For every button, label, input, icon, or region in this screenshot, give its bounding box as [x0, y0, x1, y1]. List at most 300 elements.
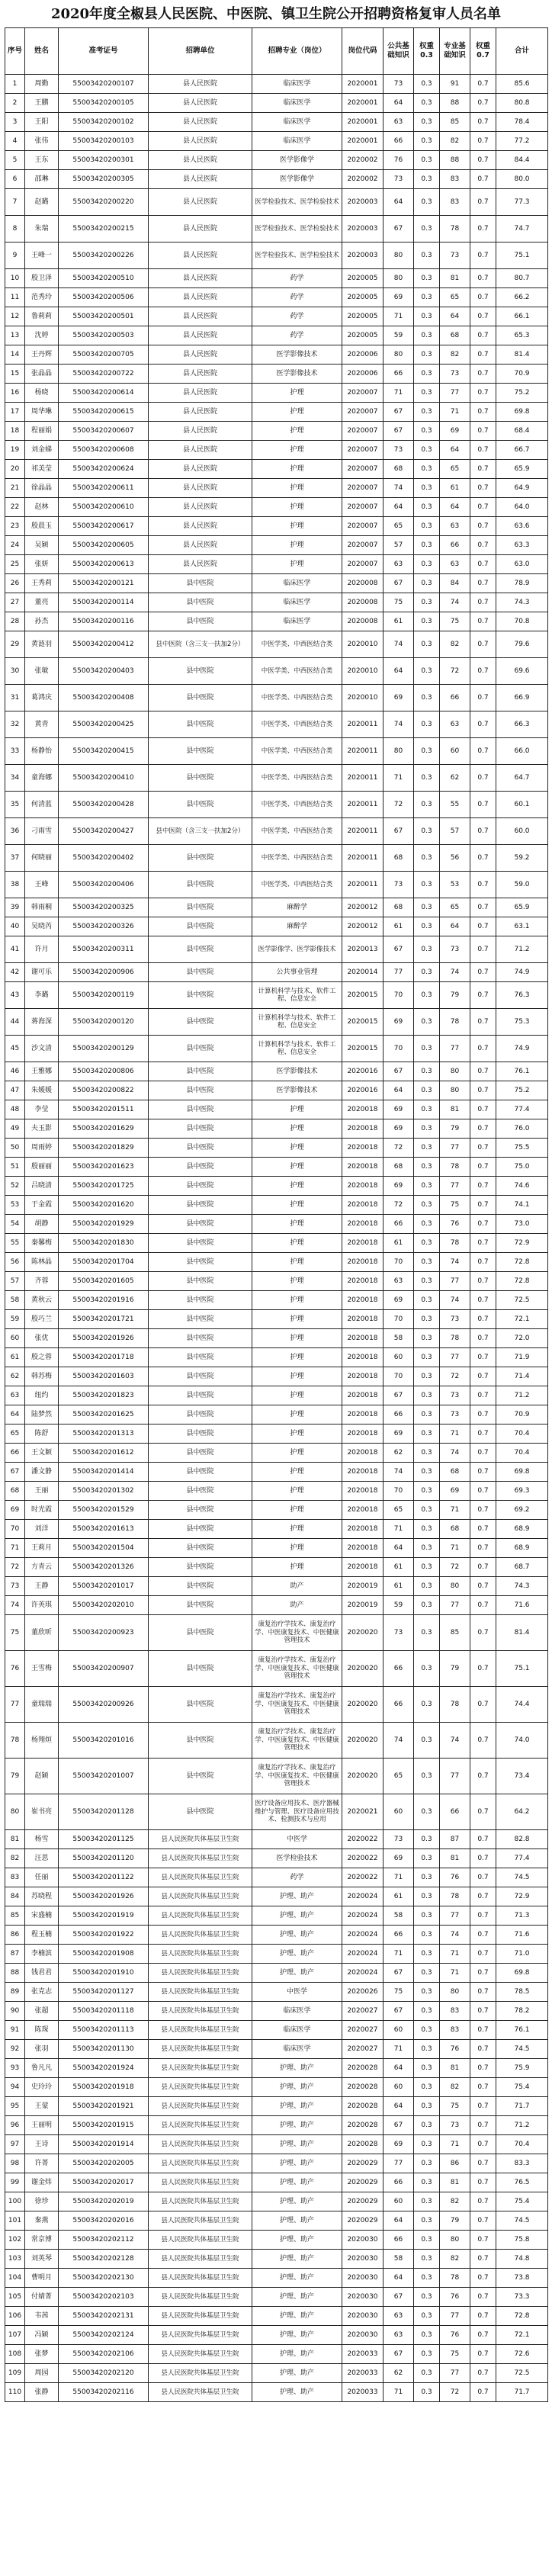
- cell-weight-b: 0.7: [470, 2288, 496, 2307]
- cell-weight-a: 0.3: [414, 936, 440, 963]
- cell-total: 77.2: [496, 132, 548, 151]
- cell-total: 84.4: [496, 151, 548, 170]
- cell-weight-a: 0.3: [414, 2059, 440, 2078]
- cell-weight-b: 0.7: [470, 1062, 496, 1081]
- cell-name: 黄青: [25, 711, 59, 738]
- cell-index: 7: [5, 189, 25, 216]
- table-row: [5, 1139, 548, 1158]
- header-col-exam-id: 准考证号: [59, 28, 149, 75]
- table-row: [5, 1062, 548, 1081]
- cell-total: 68.9: [496, 1539, 548, 1558]
- cell-unit: 县人民医院共体基层卫生院: [149, 2269, 252, 2288]
- page-title: 2020年度全椒县人民医院、中医院、镇卫生院公开招聘资格复审人员名单: [50, 6, 502, 22]
- cell-exam-id: 55003420202124: [59, 2326, 149, 2345]
- cell-exam-id: 55003420201603: [59, 1367, 149, 1386]
- table-row: [5, 1615, 548, 1651]
- cell-unit: 县中医院: [149, 1405, 252, 1425]
- cell-public-score: 69: [384, 2135, 414, 2154]
- header-col-weight-a: 权重0.3: [414, 28, 440, 75]
- cell-major-score: 64: [440, 917, 470, 936]
- cell-weight-b: 0.7: [470, 1234, 496, 1253]
- table-row: [5, 917, 548, 936]
- cell-public-score: 66: [384, 1926, 414, 1945]
- cell-total: 68.7: [496, 1558, 548, 1577]
- cell-exam-id: 55003420202120: [59, 2364, 149, 2383]
- cell-total: 71.2: [496, 1386, 548, 1405]
- cell-index: 78: [5, 1723, 25, 1759]
- cell-index: 44: [5, 1009, 25, 1036]
- cell-unit: 县人民医院共体基层卫生院: [149, 2250, 252, 2269]
- cell-name: 李楠滨: [25, 1945, 59, 1964]
- cell-weight-b: 0.7: [470, 1348, 496, 1367]
- cell-index: 20: [5, 460, 25, 479]
- cell-weight-b: 0.7: [470, 1291, 496, 1310]
- cell-position: 护理: [252, 536, 342, 555]
- cell-position: 护理: [252, 1177, 342, 1196]
- cell-weight-b: 0.7: [470, 612, 496, 631]
- cell-code: 2020027: [342, 2021, 384, 2040]
- cell-exam-id: 55003420200624: [59, 460, 149, 479]
- cell-major-score: 73: [440, 365, 470, 384]
- cell-total: 75.2: [496, 1081, 548, 1100]
- table-row: [5, 658, 548, 685]
- cell-index: 72: [5, 1558, 25, 1577]
- cell-weight-a: 0.3: [414, 2231, 440, 2250]
- cell-total: 69.8: [496, 1964, 548, 1983]
- cell-weight-b: 0.7: [470, 189, 496, 216]
- cell-total: 72.8: [496, 1253, 548, 1272]
- cell-index: 87: [5, 1945, 25, 1964]
- cell-unit: 县人民医院共体基层卫生院: [149, 1830, 252, 1849]
- cell-exam-id: 55003420202019: [59, 2192, 149, 2211]
- cell-name: 时光霞: [25, 1501, 59, 1520]
- cell-name: 鲁凡凡: [25, 2059, 59, 2078]
- table-row: [5, 1444, 548, 1463]
- cell-weight-b: 0.7: [470, 963, 496, 982]
- cell-unit: 县人民医院: [149, 132, 252, 151]
- cell-position: 中医学类、中西医结合类: [252, 792, 342, 818]
- cell-weight-b: 0.7: [470, 1463, 496, 1482]
- cell-public-score: 67: [384, 2002, 414, 2021]
- cell-public-score: 69: [384, 685, 414, 711]
- table-header-row: [5, 28, 548, 75]
- cell-name: 方青云: [25, 1558, 59, 1577]
- cell-public-score: 66: [384, 2173, 414, 2192]
- cell-code: 2020018: [342, 1558, 384, 1577]
- cell-unit: 县中医院: [149, 1272, 252, 1291]
- table-row: [5, 216, 548, 243]
- cell-public-score: 67: [384, 2288, 414, 2307]
- cell-total: 85.6: [496, 75, 548, 94]
- cell-total: 60.1: [496, 792, 548, 818]
- cell-public-score: 67: [384, 574, 414, 593]
- cell-major-score: 57: [440, 818, 470, 845]
- cell-weight-a: 0.3: [414, 345, 440, 365]
- cell-position: 药学: [252, 307, 342, 326]
- cell-index: 48: [5, 1100, 25, 1119]
- cell-weight-b: 0.7: [470, 1906, 496, 1926]
- cell-major-score: 71: [440, 1945, 470, 1964]
- table-row: [5, 555, 548, 574]
- cell-name: 杨翔烜: [25, 1723, 59, 1759]
- cell-code: 2020030: [342, 2231, 384, 2250]
- cell-code: 2020029: [342, 2192, 384, 2211]
- cell-major-score: 71: [440, 1964, 470, 1983]
- cell-exam-id: 55003420201830: [59, 1234, 149, 1253]
- cell-exam-id: 55003420200215: [59, 216, 149, 243]
- cell-index: 84: [5, 1887, 25, 1906]
- cell-weight-b: 0.7: [470, 2211, 496, 2231]
- cell-major-score: 80: [440, 1081, 470, 1100]
- cell-public-score: 62: [384, 1444, 414, 1463]
- cell-public-score: 60: [384, 2078, 414, 2097]
- cell-position: 护理: [252, 1158, 342, 1177]
- cell-weight-b: 0.7: [470, 460, 496, 479]
- cell-name: 秦燕: [25, 2211, 59, 2231]
- cell-exam-id: 55003420200610: [59, 498, 149, 517]
- cell-major-score: 63: [440, 517, 470, 536]
- cell-name: 王莉月: [25, 1539, 59, 1558]
- cell-major-score: 55: [440, 792, 470, 818]
- cell-public-score: 57: [384, 536, 414, 555]
- cell-code: 2020018: [342, 1329, 384, 1348]
- cell-index: 101: [5, 2211, 25, 2231]
- table-row: [5, 685, 548, 711]
- cell-code: 2020008: [342, 574, 384, 593]
- table-row: [5, 1158, 548, 1177]
- cell-code: 2020024: [342, 1906, 384, 1926]
- cell-name: 吕晓清: [25, 1177, 59, 1196]
- table-row: [5, 441, 548, 460]
- cell-total: 74.7: [496, 216, 548, 243]
- cell-weight-a: 0.3: [414, 1036, 440, 1062]
- cell-weight-b: 0.7: [470, 2192, 496, 2211]
- cell-public-score: 64: [384, 2097, 414, 2116]
- cell-name: 李璐: [25, 982, 59, 1009]
- cell-position: 护理: [252, 1234, 342, 1253]
- cell-weight-a: 0.3: [414, 982, 440, 1009]
- cell-major-score: 72: [440, 2383, 470, 2402]
- cell-index: 74: [5, 1596, 25, 1615]
- cell-weight-a: 0.3: [414, 738, 440, 765]
- header-col-public-score: 公共基础知识: [384, 28, 414, 75]
- table-row: [5, 1310, 548, 1329]
- table-row: [5, 1558, 548, 1577]
- cell-public-score: 71: [384, 765, 414, 792]
- cell-major-score: 74: [440, 1926, 470, 1945]
- cell-public-score: 75: [384, 1983, 414, 2002]
- table-row: [5, 593, 548, 612]
- cell-public-score: 71: [384, 384, 414, 403]
- cell-weight-b: 0.7: [470, 2307, 496, 2326]
- cell-public-score: 72: [384, 1196, 414, 1215]
- cell-name: 赵璐: [25, 189, 59, 216]
- cell-public-score: 70: [384, 1036, 414, 1062]
- cell-name: 于金霞: [25, 1196, 59, 1215]
- cell-code: 2020024: [342, 1964, 384, 1983]
- cell-unit: 县中医院: [149, 1539, 252, 1558]
- cell-exam-id: 55003420200116: [59, 612, 149, 631]
- cell-major-score: 68: [440, 1520, 470, 1539]
- cell-exam-id: 55003420200103: [59, 132, 149, 151]
- cell-total: 72.8: [496, 2307, 548, 2326]
- cell-index: 75: [5, 1615, 25, 1651]
- cell-position: 护理: [252, 1501, 342, 1520]
- cell-total: 74.3: [496, 593, 548, 612]
- cell-weight-b: 0.7: [470, 1615, 496, 1651]
- cell-code: 2020011: [342, 818, 384, 845]
- cell-total: 80.7: [496, 269, 548, 288]
- cell-position: 临床医学: [252, 2002, 342, 2021]
- table-row: [5, 307, 548, 326]
- cell-major-score: 88: [440, 94, 470, 113]
- cell-major-score: 60: [440, 738, 470, 765]
- cell-total: 78.4: [496, 113, 548, 132]
- cell-major-score: 84: [440, 574, 470, 593]
- cell-weight-b: 0.7: [470, 498, 496, 517]
- cell-index: 64: [5, 1405, 25, 1425]
- cell-major-score: 73: [440, 1310, 470, 1329]
- cell-exam-id: 55003420201629: [59, 1119, 149, 1139]
- cell-major-score: 80: [440, 1577, 470, 1596]
- cell-major-score: 75: [440, 2097, 470, 2116]
- cell-index: 73: [5, 1577, 25, 1596]
- cell-weight-a: 0.3: [414, 2097, 440, 2116]
- cell-index: 80: [5, 1794, 25, 1830]
- cell-public-score: 69: [384, 1177, 414, 1196]
- cell-weight-a: 0.3: [414, 1651, 440, 1687]
- cell-total: 74.8: [496, 2250, 548, 2269]
- cell-code: 2020018: [342, 1100, 384, 1119]
- table-row: [5, 1215, 548, 1234]
- cell-position: 医学影像学: [252, 170, 342, 189]
- cell-major-score: 81: [440, 2059, 470, 2078]
- cell-weight-a: 0.3: [414, 2288, 440, 2307]
- cell-total: 65.9: [496, 460, 548, 479]
- cell-exam-id: 55003420202017: [59, 2173, 149, 2192]
- cell-weight-a: 0.3: [414, 1405, 440, 1425]
- cell-weight-a: 0.3: [414, 288, 440, 307]
- cell-weight-b: 0.7: [470, 1849, 496, 1868]
- cell-unit: 县中医院: [149, 845, 252, 872]
- cell-total: 66.0: [496, 738, 548, 765]
- cell-major-score: 72: [440, 1367, 470, 1386]
- cell-position: 临床医学: [252, 612, 342, 631]
- cell-position: 医学检验技术、医学检验技术: [252, 243, 342, 269]
- cell-index: 96: [5, 2116, 25, 2135]
- cell-position: 护理: [252, 1119, 342, 1139]
- cell-public-score: 60: [384, 1794, 414, 1830]
- cell-index: 79: [5, 1759, 25, 1794]
- table-row: [5, 1036, 548, 1062]
- table-row: [5, 1425, 548, 1444]
- cell-total: 75.1: [496, 1651, 548, 1687]
- cell-weight-b: 0.7: [470, 1425, 496, 1444]
- cell-public-score: 80: [384, 738, 414, 765]
- cell-position: 护理、助产: [252, 2288, 342, 2307]
- cell-code: 2020002: [342, 151, 384, 170]
- cell-weight-b: 0.7: [470, 792, 496, 818]
- cell-major-score: 75: [440, 612, 470, 631]
- cell-total: 76.5: [496, 2173, 548, 2192]
- cell-weight-b: 0.7: [470, 2002, 496, 2021]
- table-row: [5, 792, 548, 818]
- cell-index: 56: [5, 1253, 25, 1272]
- cell-weight-b: 0.7: [470, 243, 496, 269]
- cell-unit: 县中医院: [149, 1759, 252, 1794]
- cell-code: 2020026: [342, 1983, 384, 2002]
- cell-exam-id: 55003420200226: [59, 243, 149, 269]
- cell-code: 2020005: [342, 307, 384, 326]
- cell-public-score: 64: [384, 2269, 414, 2288]
- cell-major-score: 68: [440, 1463, 470, 1482]
- cell-name: 苏晓程: [25, 1887, 59, 1906]
- cell-position: 护理: [252, 1425, 342, 1444]
- cell-index: 103: [5, 2250, 25, 2269]
- cell-index: 82: [5, 1849, 25, 1868]
- cell-index: 62: [5, 1367, 25, 1386]
- cell-weight-a: 0.3: [414, 1687, 440, 1723]
- cell-weight-b: 0.7: [470, 2345, 496, 2364]
- cell-position: 护理: [252, 403, 342, 422]
- cell-exam-id: 55003420200926: [59, 1687, 149, 1723]
- table-row: [5, 1291, 548, 1310]
- cell-weight-b: 0.7: [470, 422, 496, 441]
- cell-weight-b: 0.7: [470, 1100, 496, 1119]
- cell-exam-id: 55003420200501: [59, 307, 149, 326]
- cell-total: 64.7: [496, 765, 548, 792]
- cell-code: 2020019: [342, 1577, 384, 1596]
- cell-major-score: 77: [440, 1348, 470, 1367]
- cell-unit: 县中医院: [149, 1444, 252, 1463]
- cell-public-score: 61: [384, 917, 414, 936]
- cell-exam-id: 55003420200325: [59, 898, 149, 917]
- cell-code: 2020018: [342, 1158, 384, 1177]
- cell-position: 临床医学: [252, 94, 342, 113]
- cell-weight-b: 0.7: [470, 1501, 496, 1520]
- cell-name: 陈林晶: [25, 1253, 59, 1272]
- cell-index: 65: [5, 1425, 25, 1444]
- cell-major-score: 78: [440, 216, 470, 243]
- cell-code: 2020016: [342, 1062, 384, 1081]
- cell-weight-a: 0.3: [414, 422, 440, 441]
- cell-position: 护理: [252, 555, 342, 574]
- cell-position: 护理: [252, 1348, 342, 1367]
- cell-name: 王蒙: [25, 2097, 59, 2116]
- cell-position: 护理、助产: [252, 2116, 342, 2135]
- table-row: [5, 1926, 548, 1945]
- cell-exam-id: 55003420201924: [59, 2059, 149, 2078]
- cell-unit: 县中医院: [149, 711, 252, 738]
- table-row: [5, 422, 548, 441]
- cell-code: 2020003: [342, 189, 384, 216]
- cell-public-score: 71: [384, 2040, 414, 2059]
- cell-total: 72.9: [496, 1887, 548, 1906]
- cell-public-score: 67: [384, 1062, 414, 1081]
- cell-weight-b: 0.7: [470, 326, 496, 345]
- cell-code: 2020018: [342, 1348, 384, 1367]
- table-row: [5, 1906, 548, 1926]
- cell-code: 2020027: [342, 2040, 384, 2059]
- cell-position: 护理: [252, 1444, 342, 1463]
- cell-exam-id: 55003420201529: [59, 1501, 149, 1520]
- cell-position: 中医学: [252, 1830, 342, 1849]
- cell-weight-b: 0.7: [470, 1196, 496, 1215]
- cell-total: 71.6: [496, 1596, 548, 1615]
- cell-code: 2020007: [342, 441, 384, 460]
- cell-public-score: 61: [384, 1558, 414, 1577]
- cell-major-score: 64: [440, 441, 470, 460]
- cell-code: 2020020: [342, 1759, 384, 1794]
- cell-weight-b: 0.7: [470, 1405, 496, 1425]
- cell-total: 75.5: [496, 1139, 548, 1158]
- cell-name: 张梦: [25, 2345, 59, 2364]
- cell-code: 2020018: [342, 1119, 384, 1139]
- cell-major-score: 73: [440, 243, 470, 269]
- table-row: [5, 1983, 548, 2002]
- cell-index: 68: [5, 1482, 25, 1501]
- cell-public-score: 66: [384, 365, 414, 384]
- cell-major-score: 77: [440, 384, 470, 403]
- cell-exam-id: 55003420201613: [59, 1520, 149, 1539]
- cell-position: 护理: [252, 1215, 342, 1234]
- cell-public-score: 64: [384, 2059, 414, 2078]
- cell-unit: 县人民医院共体基层卫生院: [149, 1849, 252, 1868]
- cell-exam-id: 55003420200406: [59, 872, 149, 898]
- cell-total: 83.3: [496, 2154, 548, 2173]
- cell-exam-id: 55003420201921: [59, 2097, 149, 2116]
- cell-name: 王丽: [25, 1482, 59, 1501]
- cell-public-score: 65: [384, 1501, 414, 1520]
- cell-unit: 县人民医院共体基层卫生院: [149, 1964, 252, 1983]
- cell-total: 66.1: [496, 307, 548, 326]
- cell-position: 麻醉学: [252, 898, 342, 917]
- cell-major-score: 77: [440, 1759, 470, 1794]
- cell-position: 药学: [252, 288, 342, 307]
- table-row: [5, 982, 548, 1009]
- cell-weight-b: 0.7: [470, 403, 496, 422]
- table-row: [5, 1687, 548, 1723]
- cell-unit: 县中医院: [149, 982, 252, 1009]
- cell-name: 祁美莹: [25, 460, 59, 479]
- cell-code: 2020021: [342, 1794, 384, 1830]
- cell-public-score: 68: [384, 460, 414, 479]
- cell-index: 104: [5, 2269, 25, 2288]
- cell-weight-b: 0.7: [470, 517, 496, 536]
- cell-name: 张伟: [25, 132, 59, 151]
- cell-unit: 县中医院: [149, 1291, 252, 1310]
- cell-total: 72.1: [496, 1310, 548, 1329]
- cell-exam-id: 55003420201504: [59, 1539, 149, 1558]
- cell-major-score: 73: [440, 1386, 470, 1405]
- cell-exam-id: 55003420201120: [59, 1849, 149, 1868]
- cell-unit: 县人民医院共体基层卫生院: [149, 2288, 252, 2307]
- cell-code: 2020005: [342, 269, 384, 288]
- cell-total: 76.1: [496, 2021, 548, 2040]
- cell-name: 王峰: [25, 872, 59, 898]
- table-row: [5, 1651, 548, 1687]
- cell-position: 护理: [252, 1558, 342, 1577]
- cell-major-score: 66: [440, 1794, 470, 1830]
- cell-position: 医学影像技术: [252, 1062, 342, 1081]
- table-row: [5, 1009, 548, 1036]
- cell-major-score: 74: [440, 1253, 470, 1272]
- cell-major-score: 83: [440, 2002, 470, 2021]
- cell-position: 护理、助产: [252, 2364, 342, 2383]
- cell-index: 39: [5, 898, 25, 917]
- cell-weight-a: 0.3: [414, 1983, 440, 2002]
- cell-index: 21: [5, 479, 25, 498]
